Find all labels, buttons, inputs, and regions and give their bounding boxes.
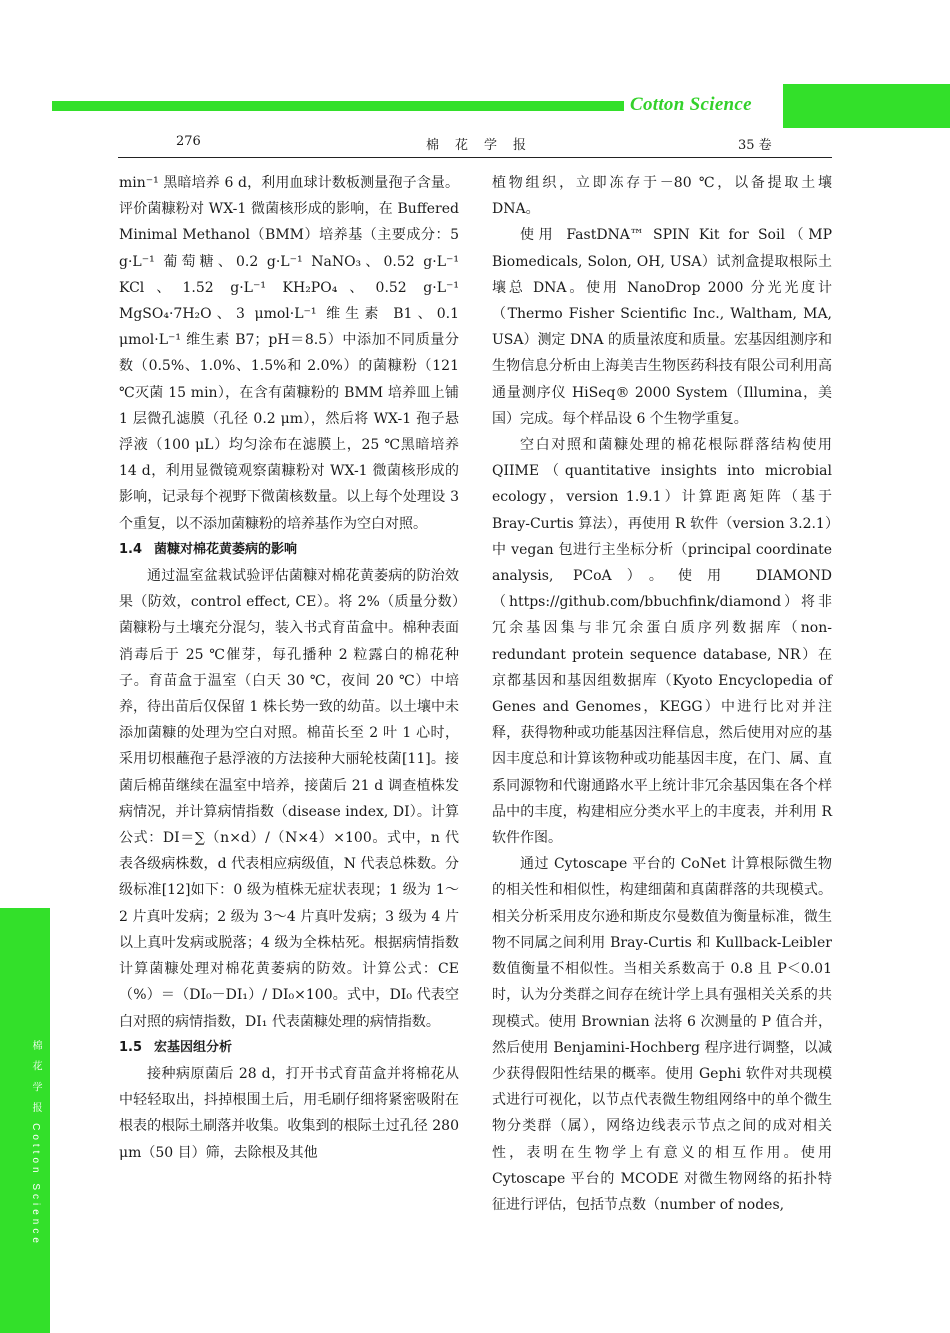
- header-rule: [118, 157, 832, 158]
- paragraph: 空白对照和菌糠处理的棉花根际群落结构使用 QIIME（quantitative insights into microbial ecology，version 1.9.1）计算距离矩阵（基于 Bray-Curtis 算法），再使用 R 软件（version 3.2.1）中 vegan 包进行主坐标分析（principal coordinate analysis, PCoA）。使用 DIAMOND（https://github.com/bbuchfink/diamond）将非冗余基因集与非冗余蛋白质序列数据库（non-redundant protein sequence database, NR）在京都基因和基因组数据库（Kyoto Encyclopedia of Genes and Genomes，KEGG）中进行比对并注释，获得物种或功能基因注释信息，然后使用对应的基因丰度总和计算该物种或功能基因丰度，在门、属、直系同源物和代谢通路水平上统计非冗余基因集在各个样品中的丰度，构建相应分类水平上的丰度表，并利用 R 软件作图。: [492, 437, 832, 847]
- header-green-bar: [52, 101, 624, 111]
- paragraph: 使用 FastDNA™ SPIN Kit for Soil（MP Biomedicals, Solon, OH, USA）试剂盒提取根际土壤总 DNA。使用 NanoDrop 2000 分光光度计（Thermo Fisher Scientific Inc., Waltham, MA, USA）测定 DNA 的质量浓度和质量。宏基因组测序和生物信息分析由上海美吉生物医药科技有限公司利用高通量测序仪 HiSeq® 2000 System（Illumina，美国）完成。每个样品设 6 个生物学重复。: [492, 227, 832, 427]
- section-heading: [119, 1035, 459, 1061]
- volume-label: 35 卷: [738, 138, 772, 153]
- journal-title-en: Cotton Science: [630, 94, 752, 115]
- paragraph: 通过温室盆栽试验评估菌糠对棉花黄萎病的防治效果（防效，control effect, CE）。将 2%（质量分数）菌糠粉与土壤充分混匀，装入书式育苗盒中。棉种表面消毒后于 25 ℃催芽，每孔播种 2 粒露白的棉花种子。育苗盒于温室（白天 30 ℃，夜间 20 ℃）中培养，待出苗后仅保留 1 株长势一致的幼苗。以土壤中未添加菌糠的处理为空白对照。棉苗长至 2 叶 1 心时，采用切根蘸孢子悬浮液的方法接种大丽轮枝菌[11]。接菌后棉苗继续在温室中培养，接菌后 21 d 调查植株发病情况，并计算病情指数（disease index, DI）。计算公式：DI＝∑（n×d）/（N×4）×100。式中，n 代表各级病株数，d 代表相应病级值，N 代表总株数。分级标准[12]如下：0 级为植株无症状表现；1 级为 1～2 片真叶发病；2 级为 3～4 片真叶发病；3 级为 4 片以上真叶发病或脱落；4 级为全株枯死。根据病情指数计算菌糠处理对棉花黄萎病的防效。计算公式：CE（%）＝（DI₀－DI₁）/ DI₀×100。式中，DI₀ 代表空白对照的病情指数，DI₁ 代表菌糠处理的病情指数。: [119, 568, 459, 1030]
- journal-title-cn: 棉花学报: [426, 138, 543, 153]
- section-number: 1.5: [119, 1039, 143, 1055]
- header-green-block: [783, 84, 950, 128]
- right-column: [492, 170, 832, 1218]
- section-heading: [119, 537, 459, 563]
- paragraph: 接种病原菌后 28 d，打开书式育苗盒并将棉花从中轻轻取出，抖掉根围土后，用毛刷仔细将紧密吸附在根表的根际土刷落并收集。收集到的根际土过孔径 280 μm（50 目）筛，去除根及其他: [119, 1065, 459, 1161]
- section-title: 菌糠对棉花黄萎病的影响: [154, 541, 298, 557]
- page-number: 276: [176, 134, 201, 149]
- paragraph: min⁻¹ 黑暗培养 6 d，利用血球计数板测量孢子含量。评价菌糠粉对 WX-1 微菌核形成的影响，在 Buffered Minimal Methanol（BMM）培养基（主要成分：5 g·L⁻¹ 葡萄糖、0.2 g·L⁻¹ NaNO₃、0.52 g·L⁻¹ KCl、1.52 g·L⁻¹ KH₂PO₄、0.52 g·L⁻¹ MgSO₄·7H₂O、3 μmol·L⁻¹ 维生素 B1、0.1 μmol·L⁻¹ 维生素 B7；pH＝8.5）中添加不同质量分数（0.5%、1.0%、1.5%和 2.0%）的菌糠粉（121 ℃灭菌 15 min），在含有菌糠粉的 BMM 培养皿上铺 1 层微孔滤膜（孔径 0.2 μm），然后将 WX-1 孢子悬浮液（100 μL）均匀涂布在滤膜上，25 ℃黑暗培养 14 d，利用显微镜观察菌糠粉对 WX-1 微菌核形成的影响，记录每个视野下微菌核数量。以上每个处理设 3 个重复，以不添加菌糠粉的培养基作为空白对照。: [119, 175, 459, 532]
- section-number: 1.4: [119, 541, 143, 557]
- side-journal-label: 棉 花 学 报 Cotton Science: [30, 1040, 41, 1247]
- paragraph: 植物组织，立即冻存于－80 ℃，以备提取土壤 DNA。: [492, 175, 832, 218]
- paragraph: 通过 Cytoscape 平台的 CoNet 计算根际微生物的相关性和相似性，构建细菌和真菌群落的共现模式。相关分析采用皮尔逊和斯皮尔曼数值为衡量标准，微生物不同属之间利用 Bray-Curtis 和 Kullback-Leibler 数值衡量不相似性。当相关系数高于 0.8 且 P＜0.01 时，认为分类群之间存在统计学上具有强相关关系的共现模式。使用 Brownian 法将 6 次测量的 P 值合并，然后使用 Benjamini-Hochberg 程序进行调整，以减少获得假阳性结果的概率。使用 Gephi 软件对共现模式进行可视化，以节点代表微生物组网络中的单个微生物分类群（属），网络边线表示节点之间的成对相关性，表明在生物学上有意义的相互作用。使用 Cytoscape 平台的 MCODE 对微生物网络的拓扑特征进行评估，包括节点数（number of nodes,: [492, 856, 832, 1213]
- left-column: [119, 170, 459, 1166]
- section-title: 宏基因组分析: [154, 1039, 233, 1055]
